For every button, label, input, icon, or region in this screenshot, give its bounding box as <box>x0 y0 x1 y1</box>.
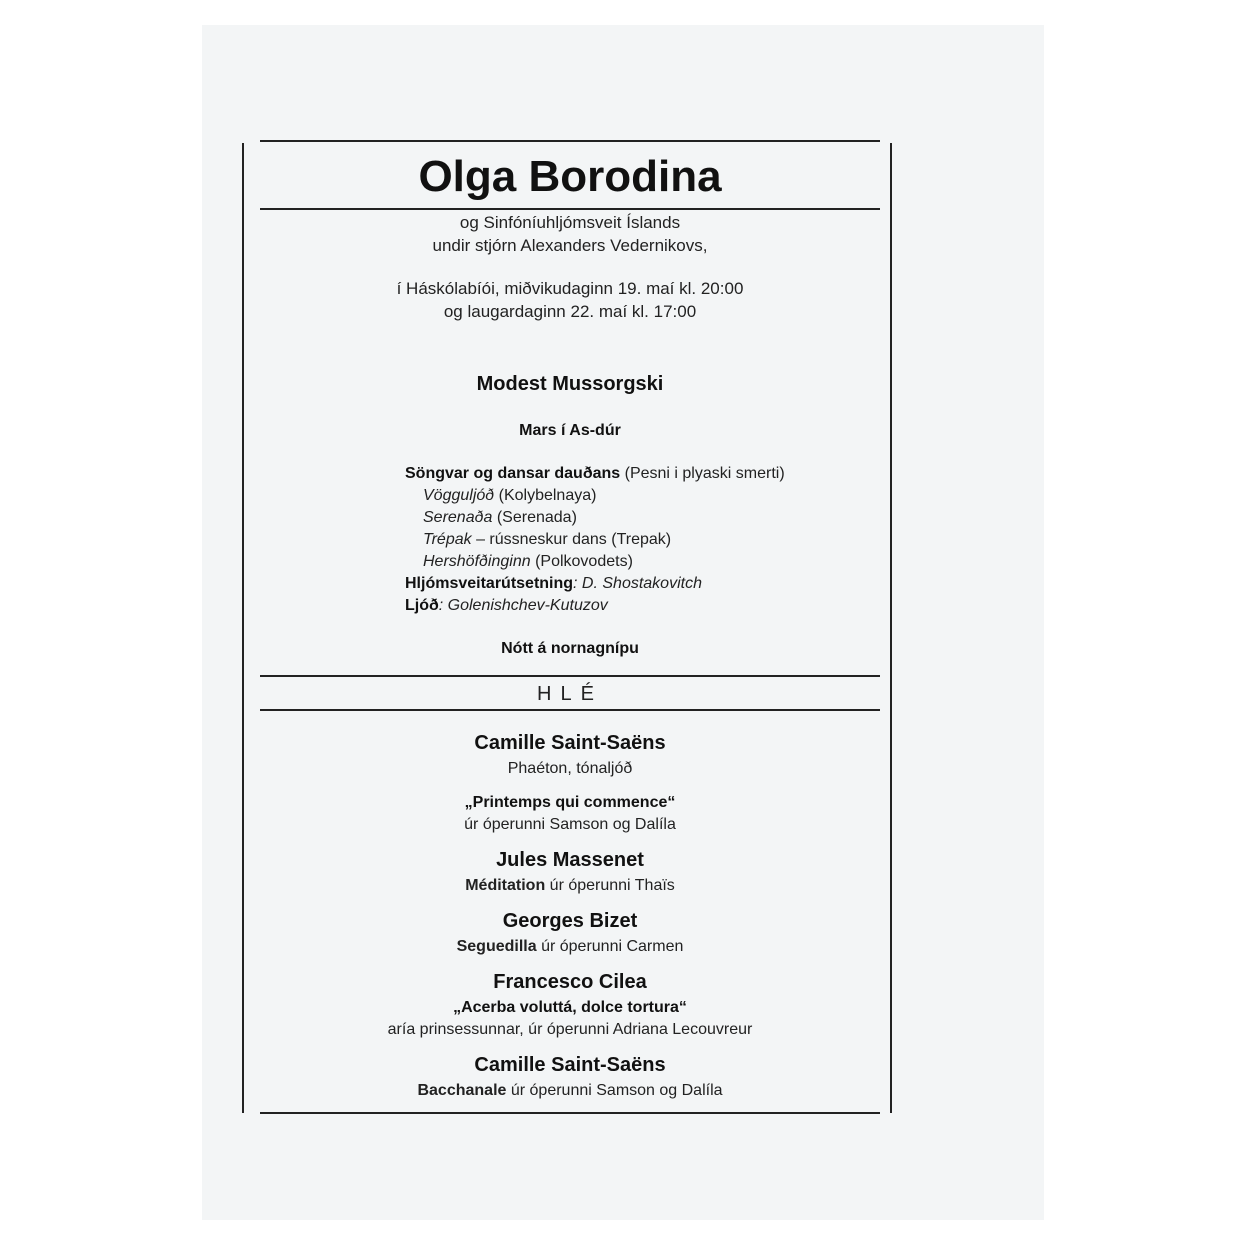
intermission-bottom-rule <box>260 709 880 711</box>
work-march: Mars í As-dúr <box>519 422 621 439</box>
song-title: Vögguljóð <box>423 487 495 504</box>
work-meditation-source: úr óperunni Thaïs <box>545 877 675 894</box>
composer-saint-saens: Camille Saint-Saëns <box>474 732 666 754</box>
song-title: Hershöfðinginn <box>423 553 531 570</box>
aria-acerba-source: aría prinsessunnar, úr óperunni Adriana Lecouvreur <box>387 1021 753 1038</box>
page-title: Olga Borodina <box>418 152 722 201</box>
work-phaeton: Phaéton, tónaljóð <box>507 760 633 777</box>
song-item <box>423 531 671 549</box>
work-meditation-title: Méditation <box>465 877 546 894</box>
song-original: (Serenada) <box>496 509 577 526</box>
composer-bizet: Georges Bizet <box>502 910 638 932</box>
work-meditation <box>260 877 880 895</box>
song-original: (Polkovodets) <box>535 553 633 570</box>
composer-saint-saens-2: Camille Saint-Saëns <box>474 1054 666 1076</box>
poem-credit <box>405 597 608 615</box>
orchestra-line: og Sinfóníuhljómsveit Íslands <box>459 213 681 232</box>
work-seguedilla-source: úr óperunni Carmen <box>536 938 684 955</box>
song-original: – rússneskur dans (Trepak) <box>476 531 672 548</box>
aria-printemps-source: úr óperunni Samson og Dalíla <box>464 816 676 833</box>
intermission-top-rule <box>260 675 880 677</box>
composer-massenet: Jules Massenet <box>496 849 644 871</box>
song-title: Trépak <box>423 531 472 548</box>
composer-mussorgski: Modest Mussorgski <box>476 373 664 395</box>
orchestration-credit <box>405 575 702 593</box>
date-line-1: í Háskólabíói, miðvikudaginn 19. maí kl. 20:00 <box>396 279 744 298</box>
right-border <box>890 143 892 1113</box>
intermission-label: HLÉ <box>537 683 603 705</box>
song-cycle-heading <box>405 465 785 483</box>
aria-printemps: „Printemps qui commence“ <box>464 794 676 811</box>
song-cycle-original: (Pesni i plyaski smerti) <box>624 465 785 482</box>
orchestration-label: Hljómsveitarútsetning <box>405 575 574 592</box>
aria-acerba: „Acerba voluttá, dolce tortura“ <box>453 999 687 1016</box>
work-bacchanale-title: Bacchanale <box>417 1082 507 1099</box>
work-bacchanale-source: úr óperunni Samson og Dalíla <box>506 1082 723 1099</box>
top-rule <box>260 140 880 142</box>
work-bacchanale <box>260 1082 880 1100</box>
title-rule <box>260 208 880 210</box>
orchestration-value: : D. Shostakovitch <box>573 575 702 592</box>
song-cycle-title: Söngvar og dansar dauðans <box>405 465 621 482</box>
conductor-line: undir stjórn Alexanders Vedernikovs, <box>432 236 708 255</box>
left-border <box>242 143 244 1113</box>
song-original: (Kolybelnaya) <box>498 487 597 504</box>
date-line-2: og laugardaginn 22. maí kl. 17:00 <box>443 302 697 321</box>
work-seguedilla <box>260 938 880 956</box>
song-item <box>423 509 577 527</box>
bottom-rule <box>260 1112 880 1114</box>
work-seguedilla-title: Seguedilla <box>456 938 537 955</box>
work-night-on-bald-mountain: Nótt á nornagnípu <box>501 640 639 657</box>
song-title: Serenaða <box>423 509 493 526</box>
song-item <box>423 553 633 571</box>
song-item <box>423 487 596 505</box>
program-page <box>202 25 1044 1220</box>
poem-value: : Golenishchev-Kutuzov <box>438 597 608 614</box>
poem-label: Ljóð <box>405 597 439 614</box>
composer-cilea: Francesco Cilea <box>493 971 647 993</box>
